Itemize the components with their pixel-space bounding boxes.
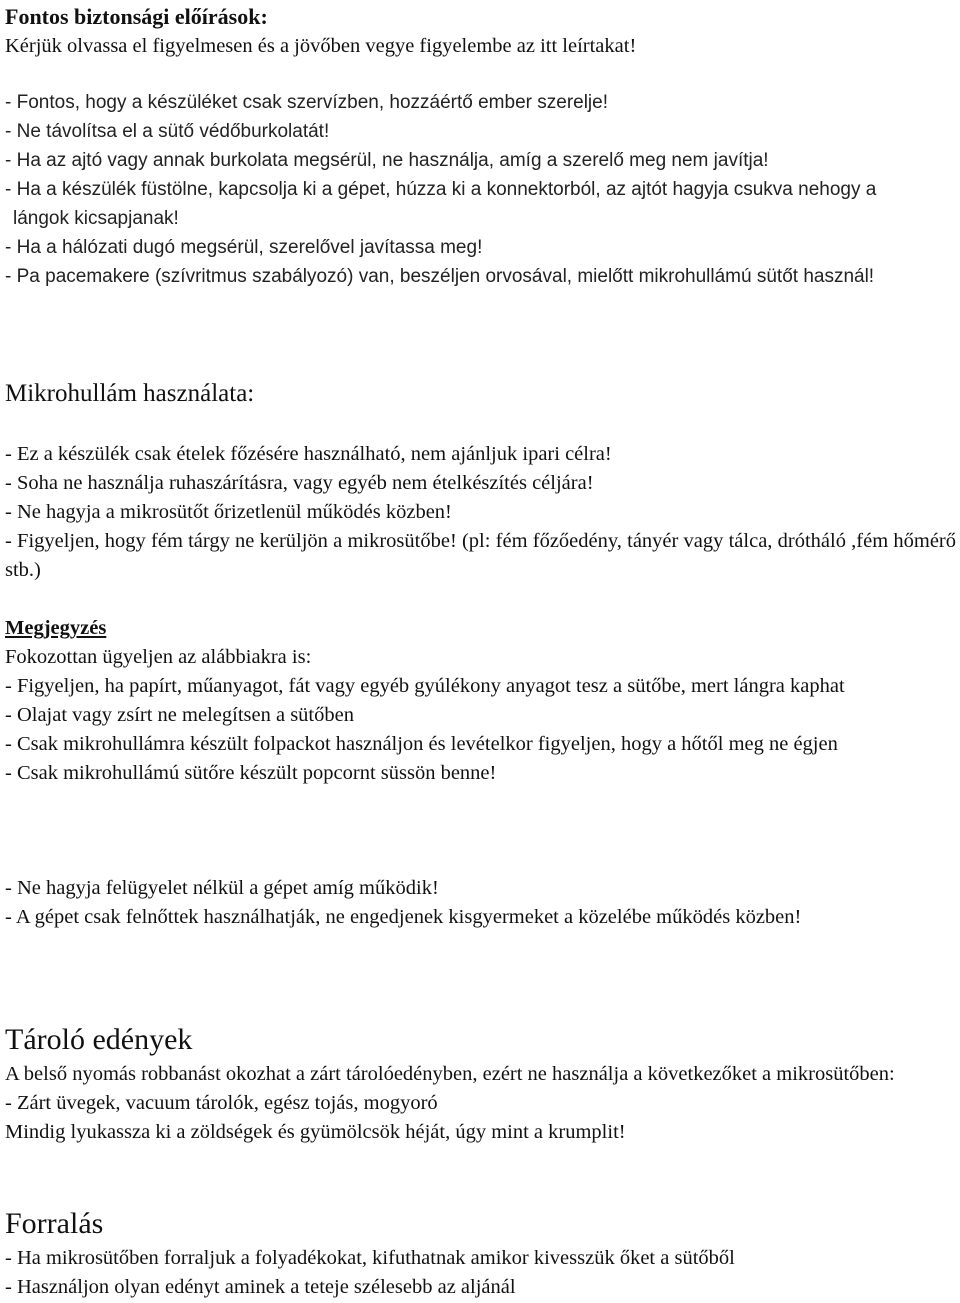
note-item: - Olajat vagy zsírt ne melegítsen a sütőben	[5, 704, 354, 726]
microwave-usage-title: Mikrohullám használata:	[5, 380, 255, 407]
note-item: - Csak mikrohullámú sütőre készült popcornt süssön benne!	[5, 762, 497, 784]
safety-item: - Pa pacemakere (szívritmus szabályozó) van, beszéljen orvosával, mielőtt mikrohullámú sütőt használ!	[5, 266, 875, 287]
boiling-item: - Ha mikrosütőben forraljuk a folyadékokat, kifuthatnak amikor kivesszük őket a sütőből	[5, 1247, 735, 1269]
safety-item-continuation: lángok kicsapjanak!	[13, 208, 179, 229]
safety-item: - Ha az ajtó vagy annak burkolata megsérül, ne használja, amíg a szerelő meg nem javítja!	[5, 150, 769, 171]
containers-paragraph: A belső nyomás robbanást okozhat a zárt tárolóedényben, ezért ne használja a következőket a mikrosütőben:	[5, 1063, 895, 1085]
boiling-title: Forralás	[5, 1207, 104, 1240]
usage-item: - Ne hagyja a mikrosütőt őrizetlenül működés közben!	[5, 501, 452, 523]
note-title: Megjegyzés	[5, 617, 107, 639]
safety-title: Fontos biztonsági előírások:	[5, 4, 268, 29]
boiling-item: - Használjon olyan edényt aminek a teteje szélesebb az aljánál	[5, 1276, 516, 1298]
containers-item: - Zárt üvegek, vacuum tárolók, egész tojás, mogyoró	[5, 1092, 438, 1114]
usage-item: - Figyeljen, hogy fém tárgy ne kerüljön a mikrosütőbe! (pl: fém főzőedény, tányér vagy tálca, drótháló ,fém hőmérő stb.)	[5, 530, 956, 581]
note-intro: Fokozottan ügyeljen az alábbiakra is:	[5, 646, 312, 668]
note-item: - Figyeljen, ha papírt, műanyagot, fát vagy egyéb gyúlékony anyagot tesz a sütőbe, mert lángra kaphat	[5, 675, 845, 697]
note-item: - A gépet csak felnőttek használhatják, ne engedjenek kisgyermeket a közelébe működés közben!	[5, 906, 802, 928]
safety-item: - Ha a hálózati dugó megsérül, szerelővel javítassa meg!	[5, 237, 483, 258]
usage-item: - Ez a készülék csak ételek főzésére használható, nem ajánljuk ipari célra!	[5, 443, 612, 465]
note-item: - Ne hagyja felügyelet nélkül a gépet amíg működik!	[5, 877, 439, 899]
containers-title: Tároló edények	[5, 1023, 193, 1056]
safety-intro: Kérjük olvassa el figyelmesen és a jövőben vegye figyelembe az itt leírtakat!	[5, 35, 637, 57]
containers-paragraph: Mindig lyukassza ki a zöldségek és gyümölcsök héját, úgy mint a krumplit!	[5, 1121, 626, 1143]
safety-item: - Ne távolítsa el a sütő védőburkolatát!	[5, 121, 330, 142]
safety-item: - Ha a készülék füstölne, kapcsolja ki a gépet, húzza ki a konnektorból, az ajtót hagyja csukva nehogy a	[5, 179, 877, 200]
safety-item: - Fontos, hogy a készüléket csak szervízben, hozzáértő ember szerelje!	[5, 92, 608, 113]
usage-item: - Soha ne használja ruhaszárításra, vagy egyéb nem ételkészítés céljára!	[5, 472, 594, 494]
note-item: - Csak mikrohullámra készült folpackot használjon és levételkor figyeljen, hogy a hőtől meg ne égjen	[5, 733, 838, 755]
